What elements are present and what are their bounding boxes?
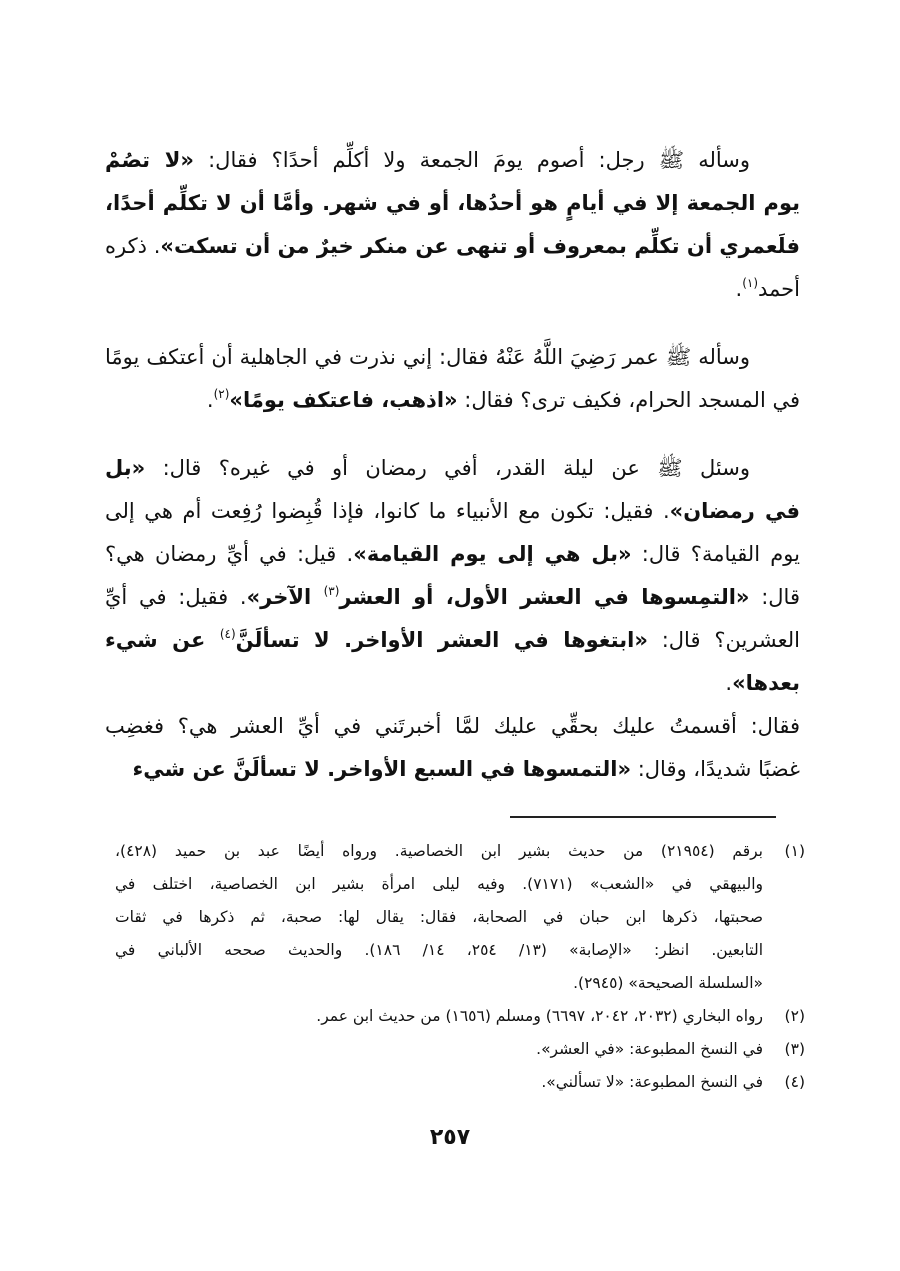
footnote-line: والبيهقي في «الشعب» (٧١٧١). وفيه ليلى امرأة بشير ابن الخصاصية، اختلف في <box>115 875 763 893</box>
text-segment: . <box>735 277 743 301</box>
text-segment: وسأله ﷺ رجل: أصوم يومَ الجمعة ولا أكلِّم أحدًا؟ فقال: <box>194 148 750 172</box>
footnote-ref: (٣) <box>323 584 340 598</box>
hadith-quote: «لا تصُمْ <box>105 148 194 172</box>
footnote <box>115 1066 805 1099</box>
text-line <box>105 379 800 422</box>
footnotes <box>115 835 805 1099</box>
text-segment: قال: <box>749 585 800 609</box>
footnote-line: التابعين. انظر: «الإصابة» (١٣/ ٢٥٤، ١٤/ ١٨٦). والحديث صححه الألباني في <box>115 941 764 959</box>
text-line <box>105 447 800 490</box>
main-text <box>105 139 800 791</box>
footnote-line: في النسخ المطبوعة: «لا تسألني». <box>541 1073 763 1091</box>
hadith-quote: «ابتغوها في العشر الأواخر. لا تسألَنَّ <box>235 628 648 652</box>
text-segment: وسئل ﷺ عن ليلة القدر، أفي رمضان أو في غيره؟ قال: <box>145 456 750 480</box>
hadith-quote: عن شيء بعدها» <box>105 628 800 695</box>
text-segment: وسأله ﷺ عمر رَضِيَ اللَّهُ عَنْهُ فقال: إني نذرت في الجاهلية أن أعتكف يومًا <box>105 345 750 369</box>
text-segment: . <box>725 671 733 695</box>
footnote <box>115 835 805 1000</box>
paragraph <box>105 139 800 311</box>
text-line <box>105 336 800 379</box>
text-segment: يوم القيامة؟ قال: <box>631 542 800 566</box>
footnote <box>115 1000 805 1033</box>
text-line <box>105 748 800 791</box>
footnote-ref: (١) <box>742 276 759 290</box>
text-segment: غضبًا شديدًا، وقال: <box>631 757 800 781</box>
text-segment: أحمد <box>758 277 800 301</box>
hadith-quote: في رمضان» <box>669 499 800 523</box>
footnote-number: (٣) <box>784 1040 805 1058</box>
text-line <box>105 619 800 705</box>
text-segment: في المسجد الحرام، فكيف ترى؟ فقال: <box>457 388 800 412</box>
hadith-quote: «التمسوها في السبع الأواخر. لا تسألَنَّ عن شيء <box>132 757 632 781</box>
paragraph <box>105 336 800 422</box>
hadith-quote: «التمِسوها في العشر الأول، أو العشر <box>339 585 750 609</box>
footnote-line: في النسخ المطبوعة: «في العشر». <box>536 1040 763 1058</box>
text-segment: . فقيل: تكون مع الأنبياء ما كانوا، فإذا قُبِضوا رُفِعت أم هي إلى <box>105 499 670 523</box>
hadith-quote: «اذهب، فاعتكف يومًا» <box>229 388 458 412</box>
page-number: ٢٥٧ <box>429 1125 471 1150</box>
footnote-line: برقم (٢١٩٥٤) من حديث بشير ابن الخصاصية. ورواه أيضًا عبد بن حميد (٤٢٨)، <box>115 842 763 860</box>
hadith-quote: «بل <box>105 456 146 480</box>
footnote-line: رواه البخاري (٢٠٣٢، ٢٠٤٢، ٦٦٩٧) ومسلم (١٦٥٦) من حديث ابن عمر. <box>316 1007 763 1025</box>
footnote-number: (٤) <box>784 1073 805 1091</box>
hadith-quote: يوم الجمعة إلا في أيامٍ هو أحدُها، أو في شهر. وأمَّا أن لا تكلِّم أحدًا، <box>105 191 800 215</box>
text-segment: . فقيل: في أيِّ <box>105 585 247 609</box>
text-line <box>105 705 800 748</box>
text-line <box>105 139 800 182</box>
text-line <box>105 533 800 576</box>
text-line <box>105 225 800 268</box>
footnote <box>115 1033 805 1066</box>
footnote-number: (١) <box>784 842 805 860</box>
footnote-ref: (٢) <box>213 387 230 401</box>
text-segment: . ذكره <box>105 234 161 258</box>
footnote-line: صحبتها، ذكرها ابن حبان في الصحابة، فقال: يقال لها: صحبة، ثم ذكرها في ثقات <box>115 908 763 926</box>
paragraph <box>105 447 800 791</box>
text-segment: فقال: أقسمتُ عليك بحقِّي عليك لمَّا أخبرتَني في أيِّ العشر هي؟ فغضِب <box>105 714 800 738</box>
text-line <box>105 268 800 311</box>
text-segment: . قيل: في أيِّ رمضان هي؟ <box>105 542 354 566</box>
text-segment: . <box>206 388 214 412</box>
text-line <box>105 576 800 619</box>
text-segment: العشرين؟ قال: <box>647 628 800 652</box>
footnote-ref: (٤) <box>219 627 236 641</box>
text-line <box>105 490 800 533</box>
footnote-line: «السلسلة الصحيحة» (٢٩٤٥). <box>573 974 763 992</box>
hadith-quote: «بل هي إلى يوم القيامة» <box>353 542 632 566</box>
footnote-number: (٢) <box>784 1007 805 1025</box>
text-line <box>105 182 800 225</box>
hadith-quote: فلَعمري أن تكلِّم بمعروف أو تنهى عن منكر خيرٌ من أن تسكت» <box>160 234 800 258</box>
footnote-divider <box>510 816 776 818</box>
hadith-quote: الآخر» <box>246 585 324 609</box>
